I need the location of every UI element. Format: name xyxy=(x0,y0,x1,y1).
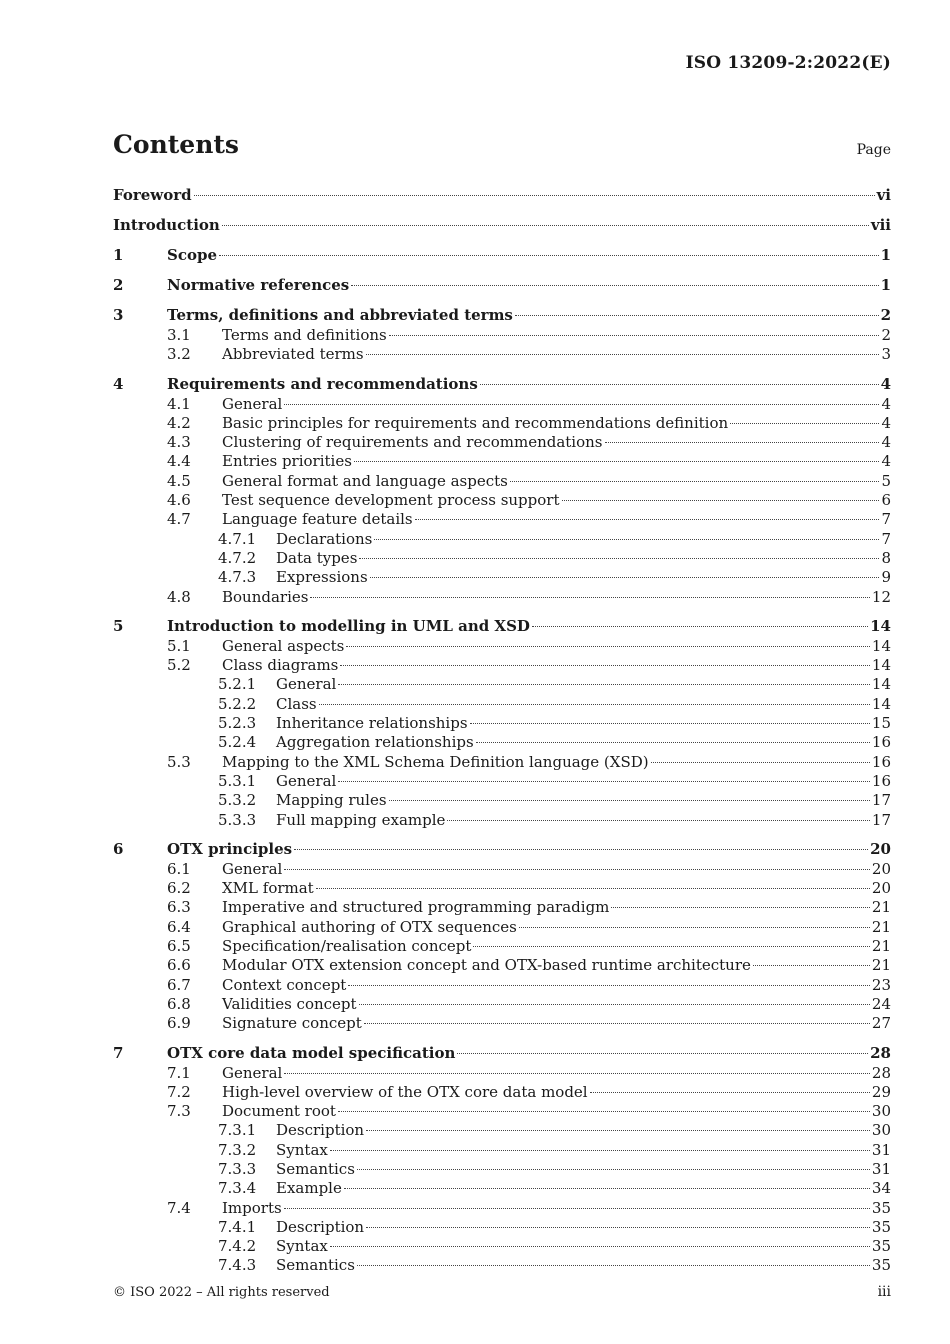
toc-entry-label: Full mapping example xyxy=(276,810,446,829)
toc-entry-label: Expressions xyxy=(276,568,368,587)
toc-entry-label: Syntax xyxy=(276,1140,328,1159)
toc-entry-page: 7 xyxy=(881,510,891,529)
toc-entry-page: 29 xyxy=(871,1082,891,1101)
toc-entry[interactable] xyxy=(113,472,891,491)
toc-entry-page: 34 xyxy=(871,1179,891,1198)
toc-leader-dots xyxy=(389,800,870,801)
toc-entry-number: 5.2 xyxy=(167,656,191,675)
toc-leader-dots xyxy=(605,442,880,443)
toc-entry-label: Normative references xyxy=(167,276,350,294)
toc-entry-page: 4 xyxy=(881,452,891,471)
toc-entry[interactable] xyxy=(113,433,891,452)
toc-entry-label: Basic principles for requirements and recommendations definition xyxy=(222,413,729,432)
toc-entry-label: Language feature details xyxy=(222,510,413,529)
toc-entry-page: 28 xyxy=(871,1063,891,1082)
toc-leader-dots xyxy=(651,762,870,763)
toc-entry-number: 3.1 xyxy=(167,326,191,344)
toc-leader-dots xyxy=(370,577,880,578)
toc-leader-dots xyxy=(354,461,880,462)
toc-leader-dots xyxy=(294,849,868,850)
toc-entry-page: vii xyxy=(870,216,891,234)
toc-leader-dots xyxy=(515,315,879,316)
toc-entry-number: 4.6 xyxy=(167,491,191,510)
toc-entry-number: 5.3.1 xyxy=(218,771,257,790)
toc-entry-page: 21 xyxy=(871,956,891,975)
toc-leader-dots xyxy=(470,723,870,724)
toc-leader-dots xyxy=(364,1023,870,1024)
toc-entry-label: Clustering of requirements and recommendations xyxy=(222,433,603,452)
toc-entry[interactable] xyxy=(113,956,891,975)
toc-entry[interactable] xyxy=(113,811,891,830)
toc-entry-label: Graphical authoring of OTX sequences xyxy=(222,917,517,936)
footer-copyright: © ISO 2022 – All rights reserved xyxy=(113,1285,330,1300)
toc-entry-page: 20 xyxy=(870,839,891,858)
toc-leader-dots xyxy=(348,985,870,986)
page-title: Contents xyxy=(113,130,240,159)
toc-entry-number: 5.1 xyxy=(167,636,191,655)
toc-entry-label: Validities concept xyxy=(222,994,357,1013)
toc-entry-number: 4.7.1 xyxy=(218,529,257,548)
toc-entry-page: 2 xyxy=(880,306,891,324)
toc-entry-label: Inheritance relationships xyxy=(276,714,468,733)
toc-leader-dots xyxy=(415,519,880,520)
toc-entry[interactable] xyxy=(113,491,891,510)
toc-entry-page: 9 xyxy=(881,568,891,587)
toc-entry[interactable] xyxy=(113,1014,891,1033)
toc-leader-dots xyxy=(457,1053,868,1054)
toc-entry-page: 14 xyxy=(871,694,891,713)
toc-entry-number: 4.8 xyxy=(167,587,191,606)
toc-entry-label: Context concept xyxy=(222,975,347,994)
toc-entry[interactable] xyxy=(113,1256,891,1275)
toc-leader-dots xyxy=(284,1073,870,1074)
toc-entry-label: Syntax xyxy=(276,1237,328,1256)
toc-entry-label: Specification/realisation concept xyxy=(222,937,472,956)
toc-entry-number: 6.2 xyxy=(167,879,191,898)
toc-entry[interactable] xyxy=(113,695,891,714)
toc-entry[interactable] xyxy=(113,839,891,860)
toc-entry-label: Entries priorities xyxy=(222,452,352,471)
toc-entry-number: 4.7.2 xyxy=(218,548,257,567)
toc-leader-dots xyxy=(330,1246,870,1247)
toc-leader-dots xyxy=(351,285,878,286)
toc-entry-number: 7.4.2 xyxy=(218,1237,257,1256)
toc-entry-page: 17 xyxy=(871,791,891,810)
toc-leader-dots xyxy=(510,481,880,482)
toc-entry-label: Introduction to modelling in UML and XSD xyxy=(167,616,530,635)
toc-entry[interactable] xyxy=(113,733,891,752)
toc-leader-dots xyxy=(590,1092,870,1093)
toc-entry[interactable] xyxy=(113,215,891,236)
toc-entry-label: General xyxy=(276,675,337,694)
toc-leader-dots xyxy=(338,1111,870,1112)
toc-entry-label: Imports xyxy=(222,1198,282,1217)
toc-entry-page: 8 xyxy=(881,548,891,567)
toc-entry-page: 14 xyxy=(871,636,891,655)
toc-leader-dots xyxy=(753,965,870,966)
toc-entry-page: 4 xyxy=(880,374,891,393)
toc-entry-page: 21 xyxy=(871,898,891,917)
toc-entry[interactable] xyxy=(113,898,891,917)
toc-leader-dots xyxy=(330,1150,870,1151)
toc-entry-number: 5.3.2 xyxy=(218,791,257,810)
toc-entry-label: Mapping rules xyxy=(276,791,387,810)
toc-leader-dots xyxy=(730,423,879,424)
toc-entry[interactable] xyxy=(113,637,891,656)
toc-entry-number: 4.2 xyxy=(167,413,191,432)
toc-entry-label: High-level overview of the OTX core data model xyxy=(222,1082,588,1101)
toc-leader-dots xyxy=(359,558,879,559)
toc-entry[interactable] xyxy=(113,1199,891,1218)
toc-entry[interactable] xyxy=(113,530,891,549)
toc-leader-dots xyxy=(476,742,870,743)
toc-leader-dots xyxy=(532,626,868,627)
toc-entry-number: 4.4 xyxy=(167,452,191,471)
toc-leader-dots xyxy=(359,1004,870,1005)
toc-entry-number: 6.4 xyxy=(167,917,191,936)
toc-entry[interactable] xyxy=(113,937,891,956)
toc-entry-page: 1 xyxy=(880,276,891,294)
toc-entry[interactable] xyxy=(113,1179,891,1198)
toc-entry-page: 5 xyxy=(881,471,891,490)
toc-entry-number: 7.4.3 xyxy=(218,1256,257,1275)
toc-entry-page: 1 xyxy=(880,246,891,264)
toc-entry[interactable] xyxy=(113,510,891,529)
toc-entry-page: 14 xyxy=(871,656,891,675)
toc-entry-number: 4 xyxy=(113,374,124,393)
toc-entry[interactable] xyxy=(113,1141,891,1160)
toc-leader-dots xyxy=(473,946,870,947)
toc-entry-page: 24 xyxy=(871,994,891,1013)
toc-leader-dots xyxy=(519,927,870,928)
toc-leader-dots xyxy=(284,404,879,405)
toc-leader-dots xyxy=(366,1130,870,1131)
toc-entry-page: 6 xyxy=(881,491,891,510)
toc-leader-dots xyxy=(222,225,869,226)
toc-entry-page: 35 xyxy=(871,1237,891,1256)
toc-entry-number: 6.3 xyxy=(167,898,191,917)
toc-entry-page: 15 xyxy=(871,714,891,733)
toc-entry[interactable] xyxy=(113,185,891,206)
toc-entry[interactable] xyxy=(113,452,891,471)
toc-entry-label: Test sequence development process support xyxy=(222,491,560,510)
toc-leader-dots xyxy=(310,597,869,598)
toc-entry-label: Description xyxy=(276,1121,365,1140)
toc-entry-label: OTX principles xyxy=(167,839,293,858)
toc-entry-number: 7.4.1 xyxy=(218,1217,257,1236)
toc-leader-dots xyxy=(194,195,875,196)
toc-entry-number: 7.3.1 xyxy=(218,1121,257,1140)
toc-entry-page: 28 xyxy=(870,1043,891,1062)
toc-entry[interactable] xyxy=(113,245,891,266)
toc-entry[interactable] xyxy=(113,374,891,395)
standard-id: ISO 13209-2:2022(E) xyxy=(685,53,891,73)
toc-entry-number: 5 xyxy=(113,616,124,635)
toc-entry[interactable] xyxy=(113,714,891,733)
toc-entry-label: Aggregation relationships xyxy=(276,733,474,752)
toc-entry-page: 3 xyxy=(881,345,891,364)
toc-entry-number: 7.3.4 xyxy=(218,1179,257,1198)
page-column-label: Page xyxy=(856,142,891,158)
toc-entry-number: 7.3.3 xyxy=(218,1159,257,1178)
toc-entry[interactable] xyxy=(113,879,891,898)
toc-entry[interactable] xyxy=(113,995,891,1014)
toc-leader-dots xyxy=(219,255,879,256)
toc-entry-number: 7.1 xyxy=(167,1063,191,1082)
toc-entry-number: 4.7.3 xyxy=(218,568,257,587)
toc-leader-dots xyxy=(284,869,870,870)
toc-entry-page: 35 xyxy=(871,1256,891,1275)
toc-entry[interactable] xyxy=(113,1102,891,1121)
toc-entry[interactable] xyxy=(113,1064,891,1083)
toc-entry-label: Semantics xyxy=(276,1159,355,1178)
toc-entry-label: Class diagrams xyxy=(222,656,339,675)
toc-entry-label: General xyxy=(222,1063,283,1082)
toc-entry-number: 5.3.3 xyxy=(218,810,257,829)
toc-entry-page: 30 xyxy=(871,1121,891,1140)
toc-entry-page: 35 xyxy=(871,1198,891,1217)
toc-entry-number: 4.5 xyxy=(167,471,191,490)
toc-leader-dots xyxy=(319,704,870,705)
toc-entry[interactable] xyxy=(113,568,891,587)
toc-entry-label: General xyxy=(222,394,283,413)
toc-leader-dots xyxy=(344,1188,870,1189)
toc-entry-page: 20 xyxy=(871,879,891,898)
toc-entry-number: 6.8 xyxy=(167,994,191,1013)
toc-entry-page: 31 xyxy=(871,1140,891,1159)
toc-entry-label: Scope xyxy=(167,246,218,264)
toc-entry-number: 6.7 xyxy=(167,975,191,994)
toc-entry-page: 16 xyxy=(871,733,891,752)
toc-leader-dots xyxy=(562,500,880,501)
toc-entry[interactable] xyxy=(113,616,891,637)
toc-entry-number: 6.6 xyxy=(167,956,191,975)
toc-entry-page: 14 xyxy=(871,675,891,694)
toc-entry[interactable] xyxy=(113,1083,891,1102)
toc-entry[interactable] xyxy=(113,305,891,326)
toc-entry-page: 23 xyxy=(871,975,891,994)
toc-entry[interactable] xyxy=(113,1218,891,1237)
toc-entry[interactable] xyxy=(113,918,891,937)
toc-entry-page: 4 xyxy=(881,433,891,452)
footer-page-number: iii xyxy=(877,1284,891,1300)
toc-leader-dots xyxy=(374,539,879,540)
toc-entry-number: 7.4 xyxy=(167,1198,191,1217)
toc-leader-dots xyxy=(357,1169,870,1170)
toc-entry-number: 6 xyxy=(113,839,124,858)
toc-entry[interactable] xyxy=(113,1121,891,1140)
toc-entry-page: 2 xyxy=(881,326,891,344)
toc-entry-label: Signature concept xyxy=(222,1014,362,1033)
toc-entry-number: 3 xyxy=(113,306,124,324)
toc-entry[interactable] xyxy=(113,860,891,879)
toc-entry-number: 6.9 xyxy=(167,1014,191,1033)
toc-entry[interactable] xyxy=(113,414,891,433)
toc-entry-number: 3.2 xyxy=(167,345,191,364)
toc-entry-label: General format and language aspects xyxy=(222,471,508,490)
toc-entry[interactable] xyxy=(113,753,891,772)
toc-entry-page: 16 xyxy=(871,771,891,790)
toc-entry-label: General aspects xyxy=(222,636,345,655)
toc-entry-label: Terms and definitions xyxy=(222,326,387,344)
toc-entry-label: Mapping to the XML Schema Definition language (XSD) xyxy=(222,752,649,771)
toc-entry-page: 14 xyxy=(870,616,891,635)
toc-entry-label: Requirements and recommendations xyxy=(167,374,478,393)
toc-entry-number: 7 xyxy=(113,1043,124,1062)
toc-entry[interactable] xyxy=(113,656,891,675)
toc-entry-label: Foreword xyxy=(113,186,192,204)
toc-entry-label: Imperative and structured programming paradigm xyxy=(222,898,610,917)
toc-entry-page: 20 xyxy=(871,859,891,878)
toc-entry-number: 2 xyxy=(113,276,124,294)
toc-entry-number: 4.1 xyxy=(167,394,191,413)
toc-entry-number: 5.2.2 xyxy=(218,694,257,713)
toc-entry-label: General xyxy=(222,859,283,878)
toc-leader-dots xyxy=(338,684,870,685)
toc-entry-label: Document root xyxy=(222,1102,336,1121)
toc-entry-page: vi xyxy=(876,186,891,204)
toc-entry-label: Modular OTX extension concept and OTX-based runtime architecture xyxy=(222,956,751,975)
table-of-contents xyxy=(113,185,891,1276)
toc-entry-number: 4.3 xyxy=(167,433,191,452)
toc-entry-label: Class xyxy=(276,694,317,713)
toc-entry-label: Boundaries xyxy=(222,587,309,606)
toc-entry[interactable] xyxy=(113,675,891,694)
toc-entry[interactable] xyxy=(113,791,891,810)
toc-entry-page: 12 xyxy=(871,587,891,606)
toc-entry-page: 31 xyxy=(871,1159,891,1178)
toc-entry-page: 30 xyxy=(871,1102,891,1121)
toc-entry-page: 4 xyxy=(881,413,891,432)
toc-entry[interactable] xyxy=(113,326,891,345)
toc-entry-number: 1 xyxy=(113,246,124,264)
toc-entry-page: 21 xyxy=(871,917,891,936)
toc-entry[interactable] xyxy=(113,1237,891,1256)
toc-entry[interactable] xyxy=(113,976,891,995)
toc-leader-dots xyxy=(611,907,870,908)
toc-leader-dots xyxy=(366,354,880,355)
toc-entry-label: Semantics xyxy=(276,1256,355,1275)
toc-entry-label: Abbreviated terms xyxy=(222,345,364,364)
toc-leader-dots xyxy=(284,1208,870,1209)
toc-leader-dots xyxy=(357,1265,870,1266)
toc-entry[interactable] xyxy=(113,275,891,296)
toc-entry-number: 7.3 xyxy=(167,1102,191,1121)
toc-entry-label: Description xyxy=(276,1217,365,1236)
toc-entry-page: 17 xyxy=(871,810,891,829)
toc-entry-label: Declarations xyxy=(276,529,373,548)
toc-entry-number: 5.2.4 xyxy=(218,733,257,752)
toc-entry-page: 16 xyxy=(871,752,891,771)
toc-entry-number: 6.5 xyxy=(167,937,191,956)
toc-entry[interactable] xyxy=(113,772,891,791)
toc-entry-page: 7 xyxy=(881,529,891,548)
toc-leader-dots xyxy=(346,646,870,647)
toc-entry[interactable] xyxy=(113,345,891,364)
toc-entry[interactable] xyxy=(113,588,891,607)
toc-entry-number: 6.1 xyxy=(167,859,191,878)
toc-entry-number: 5.2.3 xyxy=(218,714,257,733)
toc-entry[interactable] xyxy=(113,395,891,414)
toc-leader-dots xyxy=(338,781,870,782)
toc-entry-label: Introduction xyxy=(113,216,220,234)
toc-entry-number: 5.2.1 xyxy=(218,675,257,694)
toc-entry-label: Example xyxy=(276,1179,342,1198)
toc-entry-label: General xyxy=(276,771,337,790)
toc-leader-dots xyxy=(389,335,880,336)
toc-entry-label: OTX core data model specification xyxy=(167,1043,456,1062)
toc-entry-label: Terms, definitions and abbreviated terms xyxy=(167,306,513,324)
toc-entry[interactable] xyxy=(113,1043,891,1064)
toc-leader-dots xyxy=(340,665,870,666)
toc-entry-number: 4.7 xyxy=(167,510,191,529)
toc-entry-page: 27 xyxy=(871,1014,891,1033)
toc-entry[interactable] xyxy=(113,1160,891,1179)
toc-leader-dots xyxy=(316,888,870,889)
toc-entry-label: Data types xyxy=(276,548,358,567)
toc-entry-page: 21 xyxy=(871,937,891,956)
toc-leader-dots xyxy=(447,820,869,821)
toc-leader-dots xyxy=(366,1227,870,1228)
toc-leader-dots xyxy=(480,384,879,385)
toc-entry-number: 7.3.2 xyxy=(218,1140,257,1159)
toc-entry-page: 35 xyxy=(871,1217,891,1236)
toc-entry-page: 4 xyxy=(881,394,891,413)
toc-entry[interactable] xyxy=(113,549,891,568)
toc-entry-number: 7.2 xyxy=(167,1082,191,1101)
toc-entry-number: 5.3 xyxy=(167,752,191,771)
toc-entry-label: XML format xyxy=(222,879,314,898)
